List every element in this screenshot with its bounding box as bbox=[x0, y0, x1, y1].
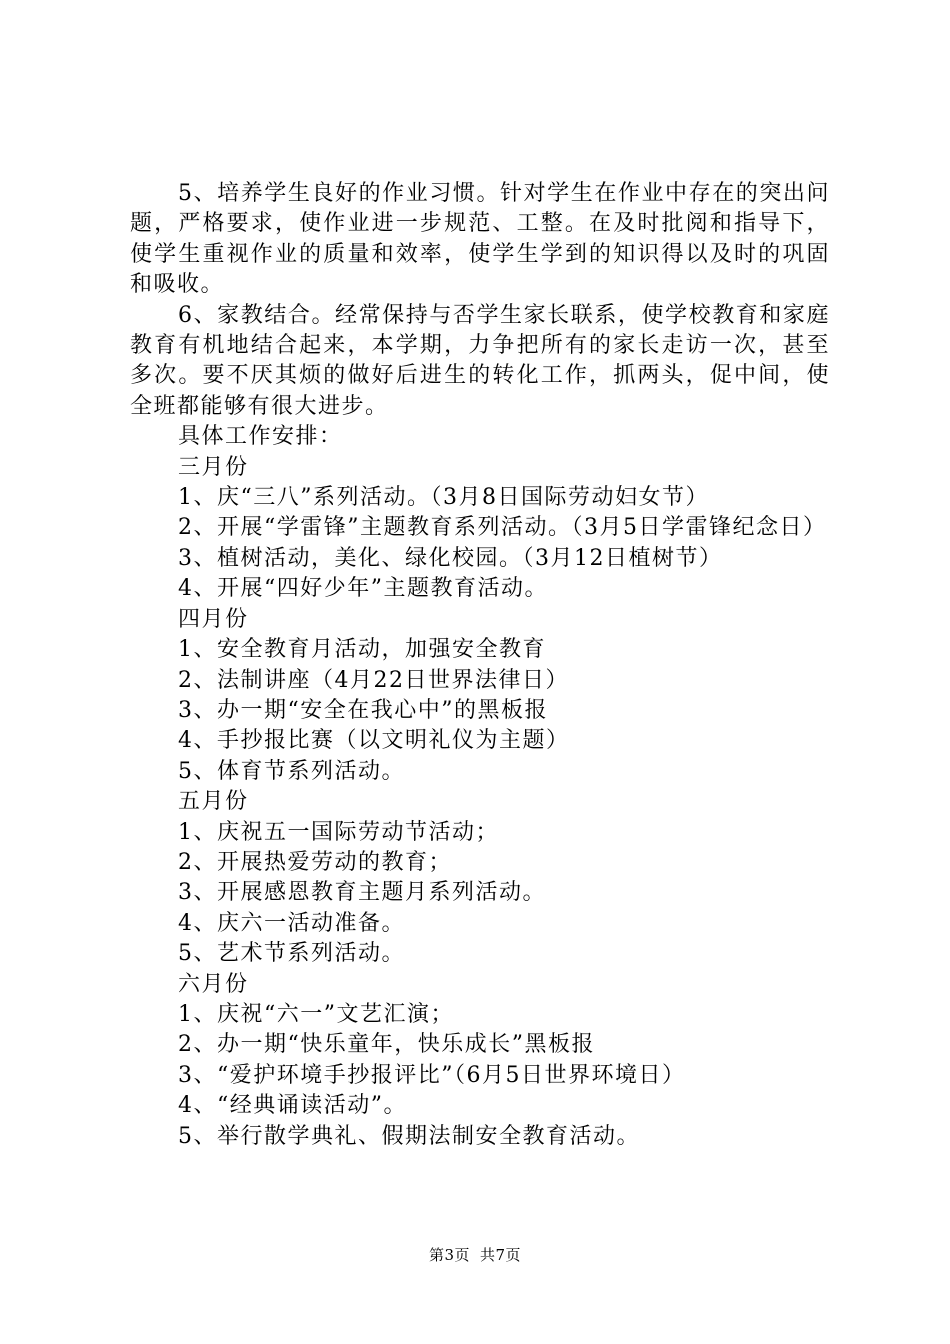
list-item: 3、植树活动，美化、绿化校园。（3月12日植树节） bbox=[178, 545, 723, 571]
page-number-current: 第3页 bbox=[428, 1246, 470, 1264]
month-heading-march: 三月份 bbox=[178, 454, 249, 480]
list-item: 4、庆六一活动准备。 bbox=[178, 910, 405, 936]
list-item: 4、“经典诵读活动”。 bbox=[178, 1093, 407, 1119]
list-item: 2、法制讲座（4月22日世界法律日） bbox=[178, 667, 569, 693]
list-item: 1、安全教育月活动，加强安全教育 bbox=[178, 637, 546, 663]
paragraph-home-school: 6、家教结合。经常保持与否学生家长联系，使学校教育和家庭教育有机地结合起来，本学期，力争把所有的家长走访一次，甚至多次。要不厌其烦的做好后进生的转化工作，抓两头，促中间，使全班都能够有很大进步。 bbox=[130, 302, 830, 419]
list-item: 5、艺术节系列活动。 bbox=[178, 941, 405, 967]
page-footer bbox=[0, 1245, 950, 1265]
list-item: 2、开展“学雷锋”主题教育系列活动。（3月5日学雷锋纪念日） bbox=[178, 515, 827, 541]
list-item: 4、手抄报比赛（以文明礼仪为主题） bbox=[178, 728, 570, 754]
list-item: 2、开展热爱劳动的教育； bbox=[178, 849, 452, 875]
list-item: 3、开展感恩教育主题月系列活动。 bbox=[178, 880, 546, 906]
list-item: 5、举行散学典礼、假期法制安全教育活动。 bbox=[178, 1123, 640, 1149]
paragraph-homework-habits: 5、培养学生良好的作业习惯。针对学生在作业中存在的突出问题，严格要求，使作业进一步规范、工整。在及时批阅和指导下，使学生重视作业的质量和效率，使学生学到的知识得以及时的巩固和吸收。 bbox=[130, 181, 830, 298]
month-heading-april: 四月份 bbox=[178, 606, 249, 632]
page-number-total: 共7页 bbox=[480, 1246, 522, 1264]
list-item: 1、庆祝“六一”文艺汇演； bbox=[178, 1001, 454, 1027]
list-item: 5、体育节系列活动。 bbox=[178, 758, 405, 784]
list-item: 2、办一期“快乐童年，快乐成长”黑板报 bbox=[178, 1032, 595, 1058]
list-item: 3、“爱护环境手抄报评比”（6月5日世界环境日） bbox=[178, 1062, 686, 1088]
list-item: 1、庆“三八”系列活动。（3月8日国际劳动妇女节） bbox=[178, 485, 709, 511]
month-heading-june: 六月份 bbox=[178, 971, 249, 997]
document-body bbox=[130, 179, 830, 1152]
list-item: 4、开展“四好少年”主题教育活动。 bbox=[178, 576, 548, 602]
month-heading-may: 五月份 bbox=[178, 789, 249, 815]
list-item: 1、庆祝五一国际劳动节活动； bbox=[178, 819, 499, 845]
list-item: 3、办一期“安全在我心中”的黑板报 bbox=[178, 697, 548, 723]
plan-heading: 具体工作安排： bbox=[178, 424, 343, 450]
